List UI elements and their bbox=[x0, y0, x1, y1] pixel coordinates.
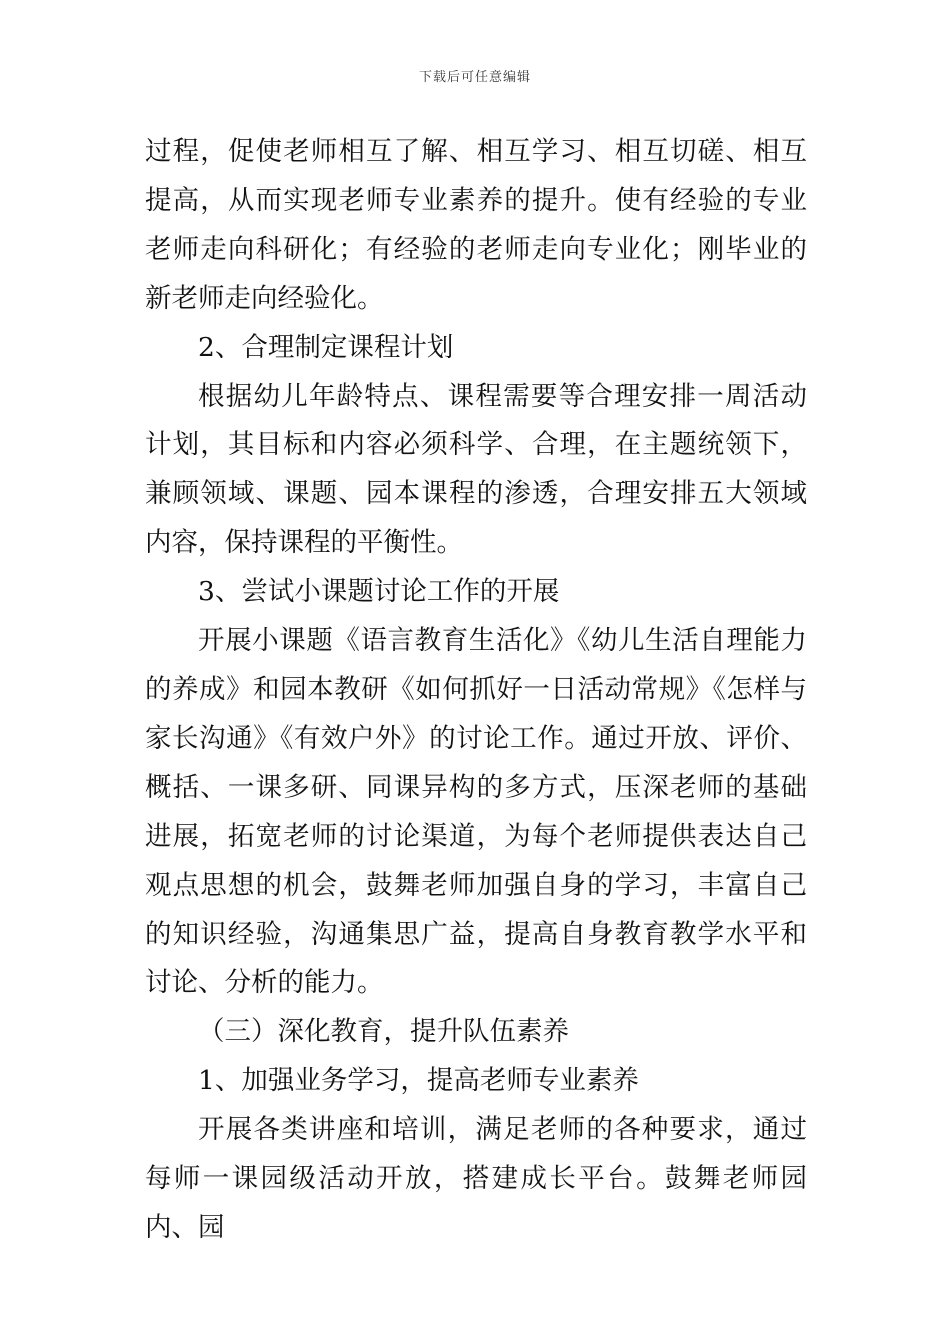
paragraph-course-plan: 根据幼儿年龄特点、课程需要等合理安排一周活动计划，其目标和内容必须科学、合理，在主题统领下，兼顾领域、课题、园本课程的渗透，合理安排五大领域内容，保持课程的平衡性。 bbox=[145, 380, 807, 559]
heading-business-study: 1、加强业务学习，提高老师专业素养 bbox=[198, 1065, 639, 1097]
page-header: 下载后可任意编辑 bbox=[418, 70, 531, 85]
heading-small-topics: 3、尝试小课题讨论工作的开展 bbox=[198, 576, 560, 608]
heading-course-plan: 2、合理制定课程计划 bbox=[198, 331, 454, 363]
document-body bbox=[145, 128, 807, 1253]
heading-section-three: （三）深化教育，提升队伍素养 bbox=[198, 1016, 569, 1048]
paragraph-continuation: 过程，促使老师相互了解、相互学习、相互切磋、相互提高，从而实现老师专业素养的提升。使有经验的专业老师走向科研化；有经验的老师走向专业化；刚毕业的新老师走向经验化。 bbox=[145, 136, 807, 314]
paragraph-business-study: 开展各类讲座和培训，满足老师的各种要求，通过每师一课园级活动开放，搭建成长平台。鼓舞老师园内、园 bbox=[145, 1114, 807, 1243]
paragraph-small-topics: 开展小课题《语言教育生活化》《幼儿生活自理能力的养成》和园本教研《如何抓好一日活动常规》《怎样与家长沟通》《有效户外》的讨论工作。通过开放、评价、概括、一课多研、同课异构的多方式，压深老师的基础进展，拓宽老师的讨论渠道，为每个老师提供表达自己观点思想的机会，鼓舞老师加强自身的学习，丰富自己的知识经验，沟通集思广益，提高自身教育教学水平和讨论、分析的能力。 bbox=[145, 625, 807, 999]
